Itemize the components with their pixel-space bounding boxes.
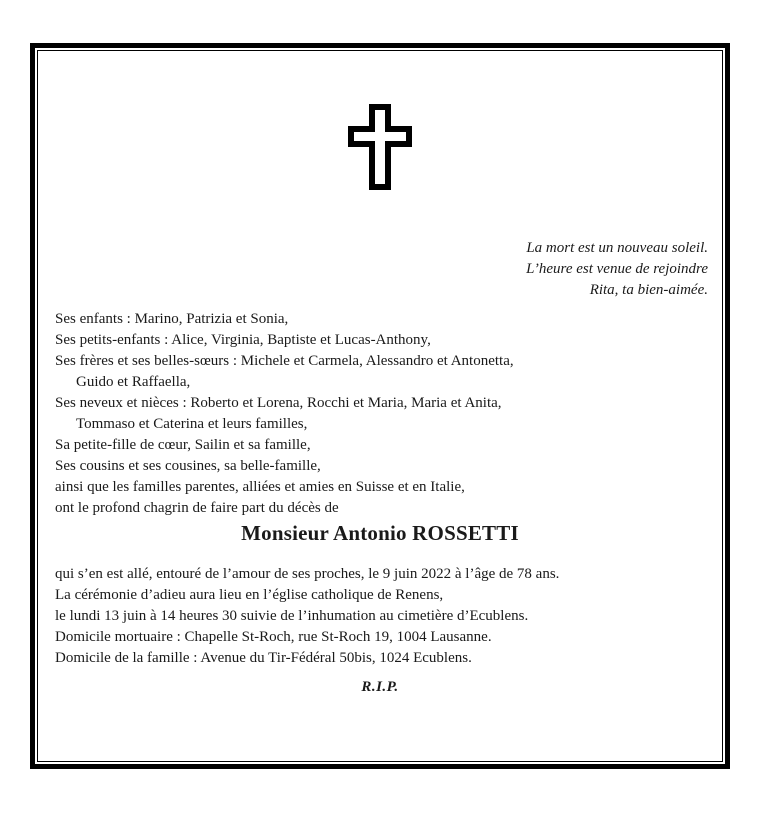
funeral-details <box>55 564 559 669</box>
epitaph-line: Rita, ta bien-aimée. <box>589 282 708 298</box>
family-line: Ses petits-enfants : Alice, Virginia, Baptiste et Lucas-Anthony, <box>55 332 431 348</box>
family-line: ont le profond chagrin de faire part du décès de <box>55 500 339 516</box>
detail-line: Domicile de la famille : Avenue du Tir-Fédéral 50bis, 1024 Ecublens. <box>55 650 472 666</box>
detail-line: le lundi 13 juin à 14 heures 30 suivie de l’inhumation au cimetière d’Ecublens. <box>55 608 529 624</box>
detail-line: qui s’en est allé, entouré de l’amour de ses proches, le 9 juin 2022 à l’âge de 78 ans. <box>55 566 560 582</box>
family-line: Ses cousins et ses cousines, sa belle-famille, <box>55 458 321 474</box>
family-line: ainsi que les familles parentes, alliées et amies en Suisse et en Italie, <box>55 479 465 495</box>
family-line: Tommaso et Caterina et leurs familles, <box>76 416 308 432</box>
epitaph-line: La mort est un nouveau soleil. <box>526 240 708 256</box>
deceased-name: Monsieur Antonio ROSSETTI <box>241 521 519 545</box>
epitaph <box>526 238 708 301</box>
detail-line: Domicile mortuaire : Chapelle St-Roch, rue St-Roch 19, 1004 Lausanne. <box>55 629 492 645</box>
family-line: Ses enfants : Marino, Patrizia et Sonia, <box>55 311 289 327</box>
family-list <box>55 309 514 519</box>
family-line: Ses neveux et nièces : Roberto et Lorena, Rocchi et Maria, Maria et Anita, <box>55 395 502 411</box>
rip-text: R.I.P. <box>361 679 399 695</box>
family-line: Guido et Raffaella, <box>76 374 191 390</box>
latin-cross-icon <box>348 104 412 190</box>
epitaph-line: L’heure est venue de rejoindre <box>526 261 708 277</box>
detail-line: La cérémonie d’adieu aura lieu en l’église catholique de Renens, <box>55 587 444 603</box>
family-line: Sa petite-fille de cœur, Sailin et sa famille, <box>55 437 311 453</box>
family-line: Ses frères et ses belles-sœurs : Michele et Carmela, Alessandro et Antonetta, <box>55 353 514 369</box>
